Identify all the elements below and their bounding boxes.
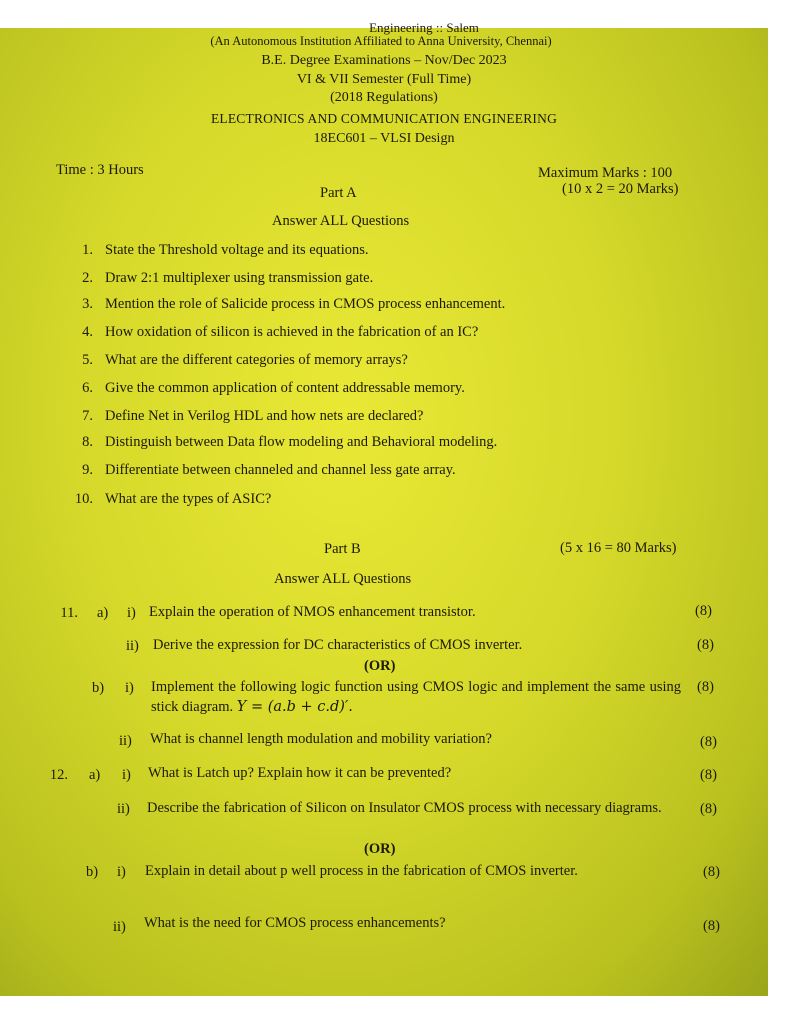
part-a-question-text: Define Net in Verilog HDL and how nets are declared? (105, 408, 424, 424)
part-a-question-text: Mention the role of Salicide process in CMOS process enhancement. (105, 296, 506, 312)
time-allowed: Time : 3 Hours (56, 162, 144, 178)
part-b-marks: (5 x 16 = 80 Marks) (560, 540, 677, 556)
q11b-ii-text: What is channel length modulation and mobility variation? (150, 731, 492, 747)
q12a-label: a) (89, 767, 101, 783)
institution-note: (An Autonomous Institution Affiliated to Anna University, Chennai) (210, 34, 552, 48)
q11a-ii-marks: (8) (697, 637, 714, 653)
q11a-i-marks: (8) (695, 603, 712, 619)
part-a-question-number: 1. (82, 242, 93, 258)
q11a-i-label: i) (127, 605, 136, 621)
part-a-question-text: What are the types of ASIC? (105, 491, 272, 507)
part-a-question-text: Differentiate between channeled and channel less gate array. (105, 462, 456, 478)
part-a-instruction: Answer ALL Questions (272, 213, 410, 229)
q11b-ii-label: ii) (119, 733, 132, 749)
q12a-i-label: i) (122, 767, 131, 783)
q12b-ii-text: What is the need for CMOS process enhancements? (144, 915, 446, 931)
q11-or: (OR) (364, 658, 396, 674)
part-a-question-number: 3. (82, 296, 93, 312)
q11b-i-label: i) (125, 680, 134, 696)
exam-paper (0, 20, 768, 996)
part-a-question-number: 9. (82, 462, 93, 478)
part-b-instruction: Answer ALL Questions (274, 571, 412, 587)
maximum-marks: Maximum Marks : 100 (538, 165, 673, 181)
q12a-i-text: What is Latch up? Explain how it can be prevented? (148, 765, 452, 781)
q11a-i-text: Explain the operation of NMOS enhancement transistor. (149, 604, 476, 620)
part-a-question-text: What are the different categories of memory arrays? (105, 352, 408, 368)
q11a-label: a) (97, 605, 109, 621)
q11a-ii-label: ii) (126, 638, 139, 654)
part-a-question-text: How oxidation of silicon is achieved in the fabrication of an IC? (105, 324, 479, 340)
part-a-question-text: Give the common application of content addressable memory. (105, 380, 465, 396)
part-a-question-number: 8. (82, 434, 93, 450)
part-b-title: Part B (324, 541, 361, 557)
part-a-question-number: 4. (82, 324, 93, 340)
q12-or: (OR) (364, 841, 396, 857)
q12b-ii-marks: (8) (703, 918, 720, 934)
q11a-ii-text: Derive the expression for DC characteristics of CMOS inverter. (153, 637, 523, 653)
exam-title: B.E. Degree Examinations – Nov/Dec 2023 (261, 53, 507, 68)
q11b-ii-marks: (8) (700, 734, 717, 750)
semester: VI & VII Semester (Full Time) (296, 72, 472, 87)
regulations: (2018 Regulations) (330, 90, 438, 105)
q12b-i-label: i) (117, 864, 126, 880)
q12a-ii-text: Describe the fabrication of Silicon on Insulator CMOS process with necessary diagrams. (147, 800, 662, 816)
part-a-title: Part A (320, 185, 357, 201)
part-a-question-number: 5. (82, 352, 93, 368)
part-a-question-number: 7. (82, 408, 93, 424)
q12a-ii-marks: (8) (700, 801, 717, 817)
q12b-label: b) (86, 864, 99, 880)
part-a-question-number: 10. (74, 491, 93, 507)
q12a-i-marks: (8) (700, 767, 717, 783)
q12b-i-text: Explain in detail about p well process in the fabrication of CMOS inverter. (145, 863, 578, 879)
header-cut-line: Engineering :: Salem (369, 20, 479, 35)
q11b-i-equation: Y = (a.b + c.d)′. (236, 699, 353, 715)
q12-number: 12. (49, 767, 68, 783)
part-a-question-number: 2. (82, 270, 93, 286)
q12b-i-marks: (8) (703, 864, 720, 880)
part-a-question-text: State the Threshold voltage and its equations. (105, 242, 369, 258)
q12b-ii-label: ii) (113, 919, 126, 935)
q12a-ii-label: ii) (117, 801, 130, 817)
part-a-question-text: Distinguish between Data flow modeling and Behavioral modeling. (105, 434, 498, 450)
course-title: 18EC601 – VLSI Design (313, 131, 455, 146)
q11-number: 11. (60, 605, 78, 621)
part-a-question-text: Draw 2:1 multiplexer using transmission gate. (105, 270, 374, 286)
part-a-marks: (10 x 2 = 20 Marks) (562, 181, 679, 197)
q11b-i-text: Implement the following logic function using CMOS logic and implement the same using stick diagram. Y = (a.b + c.d)′. (151, 679, 681, 715)
q11b-label: b) (92, 680, 105, 696)
part-a-question-number: 6. (82, 380, 93, 396)
department: ELECTRONICS AND COMMUNICATION ENGINEERING (210, 111, 558, 126)
q11b-i-marks: (8) (697, 679, 714, 695)
